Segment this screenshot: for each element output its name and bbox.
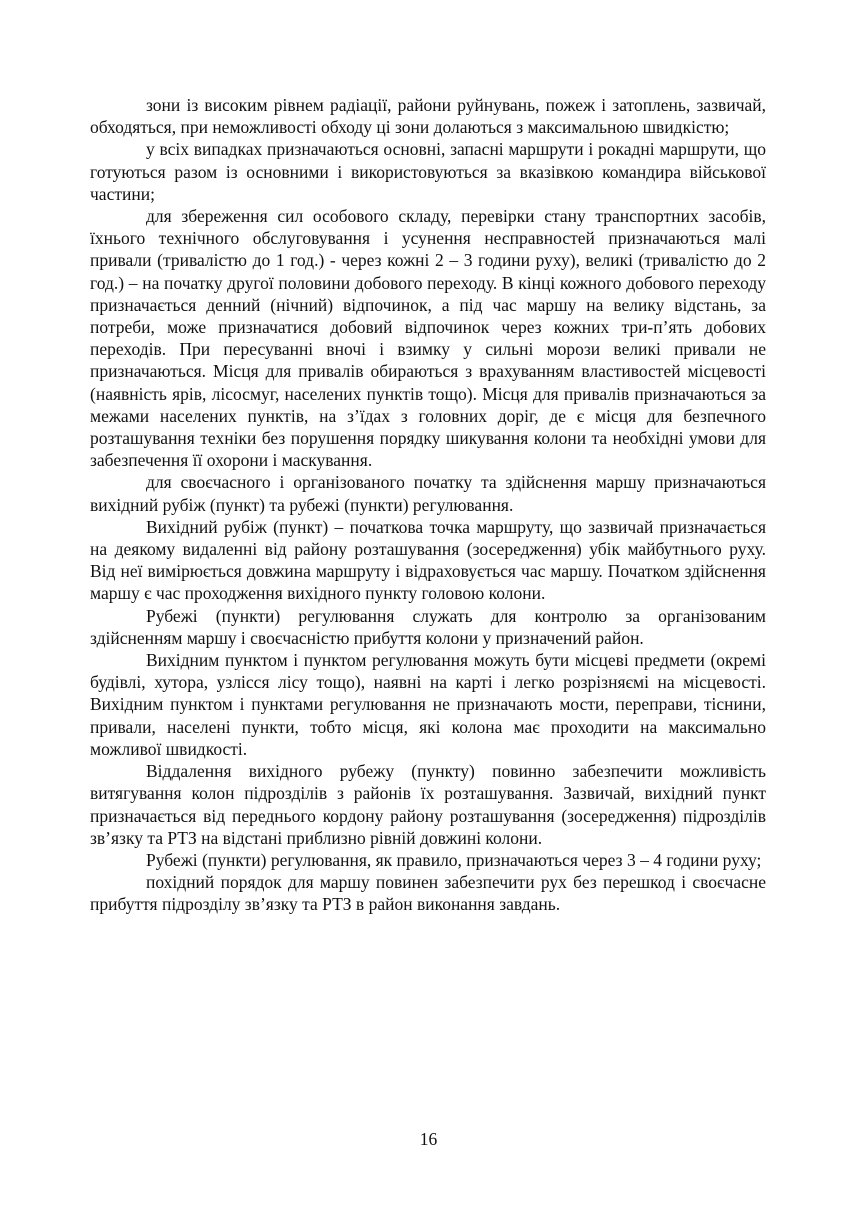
paragraph: похідний порядок для маршу повинен забезпечити рух без перешкод і своєчасне прибуття підрозділу зв’язку та РТЗ в район виконання завдань. xyxy=(90,872,766,915)
paragraph: Рубежі (пункти) регулювання служать для контролю за організованим здійсненням маршу і своєчасністю прибуття колони у призначений район. xyxy=(90,605,766,648)
paragraph: зони із високим рівнем радіації, райони руйнувань, пожеж і затоплень, зазвичай, обходяться, при неможливості обходу ці зони долаються з максимальною швидкістю; xyxy=(90,95,766,138)
paragraph: Вихідним пунктом і пунктом регулювання можуть бути місцеві предмети (окремі будівлі, хутора, узлісся лісу тощо), наявні на карті і легко розрізняємі на місцевості. Вихідним пунктом і пунктами регулювання не призначають мости, переправи, тіснини, привали, населені пункти, тобто місця, які колона має проходити на максимально можливої швидкості. xyxy=(90,650,766,759)
body-text xyxy=(90,94,766,916)
paragraph: для збереження сил особового складу, перевірки стану транспортних засобів, їхнього технічного обслуговування і усунення несправностей призначаються малі привали (тривалістю до 1 год.) - через кожні 2 – 3 години руху), великі (тривалістю до 2 год.) – на початку другої половини добового переходу. В кінці кожного добового переходу призначається денний (нічний) відпочинок, а під час маршу на велику відстань, за потреби, може призначатися добовий відпочинок через кожних три-п’ять добових переходів. При пересуванні вночі і взимку у сильні морози великі привали не призначаються. Місця для привалів обираються з врахуванням властивостей місцевості (наявність ярів, лісосмуг, населених пунктів тощо). Місця для привалів призначаються за межами населених пунктів, на з’їдах з головних доріг, де є місця для безпечного розташування техніки без порушення порядку шикування колони та необхідні умови для забезпечення її охорони і маскування. xyxy=(90,206,766,471)
paragraph: Віддалення вихідного рубежу (пункту) повинно забезпечити можливість витягування колон підрозділів з районів їх розташування. Зазвичай, вихідний пункт призначається від переднього кордону району розташування (зосередження) підрозділів зв’язку та РТЗ на відстані приблизно рівній довжині колони. xyxy=(90,761,766,848)
paragraph: Вихідний рубіж (пункт) – початкова точка маршруту, що зазвичай призначається на деякому видаленні від району розташування (зосередження) убік майбутнього руху. Від неї вимірюється довжина маршруту і відраховується час маршу. Початком здійснення маршу є час проходження вихідного пункту головою колони. xyxy=(90,516,766,604)
paragraph: Рубежі (пункти) регулювання, як правило, призначаються через 3 – 4 години руху; xyxy=(146,849,762,870)
paragraph: у всіх випадках призначаються основні, запасні маршрути і рокадні маршрути, що готуються разом із основними і використовуються за вказівкою командира військової частини; xyxy=(90,139,766,204)
paragraph: для своєчасного і організованого початку та здійснення маршу призначаються вихідний рубіж (пункт) та рубежі (пункти) регулювання. xyxy=(90,472,766,515)
page-number: 16 xyxy=(419,1129,438,1149)
